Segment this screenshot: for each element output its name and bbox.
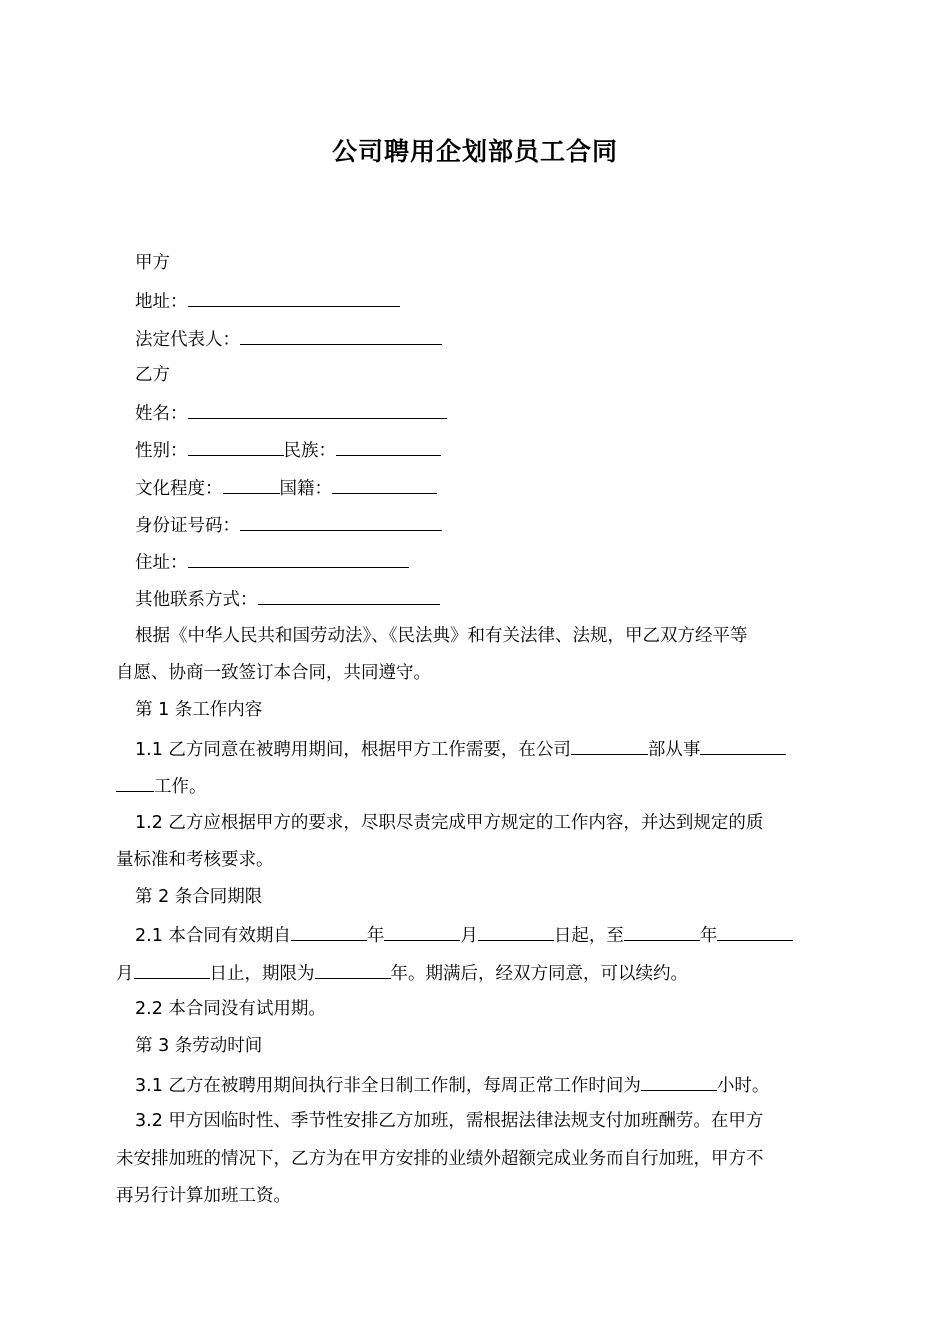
end-day-blank bbox=[134, 960, 210, 979]
nationality-label: 国籍： bbox=[279, 479, 332, 499]
clause-1-1-text-a: 1.1 乙方同意在被聘用期间，根据甲方工作需要，在公司 bbox=[135, 740, 571, 760]
department-blank bbox=[571, 736, 648, 755]
id-number-label: 身份证号码： bbox=[135, 516, 240, 536]
party-b-label: 乙方 bbox=[135, 365, 170, 385]
start-month-blank bbox=[384, 922, 460, 941]
year-label-2: 年 bbox=[699, 926, 718, 946]
day-end-label: 日止，期限为 bbox=[209, 964, 315, 984]
name-label: 姓名： bbox=[135, 404, 188, 424]
clause-2-2: 2.2 本合同没有试用期。 bbox=[135, 999, 326, 1019]
month-label-2: 月 bbox=[116, 964, 134, 984]
contact-label: 其他联系方式： bbox=[135, 590, 258, 610]
clause-2-1-tail: 年。期满后，经双方同意，可以续约。 bbox=[390, 964, 688, 984]
clause-1-1-line-2 bbox=[116, 773, 207, 799]
clause-3-1 bbox=[135, 1072, 769, 1098]
start-day-blank bbox=[478, 922, 554, 941]
preamble-line-2: 自愿、协商一致签订本合同，共同遵守。 bbox=[116, 663, 431, 683]
contact-blank bbox=[258, 586, 440, 605]
term-years-blank bbox=[315, 960, 391, 979]
clause-1-1-line-1 bbox=[135, 736, 786, 762]
start-year-blank bbox=[291, 922, 367, 941]
article-3-heading: 第 3 条劳动时间 bbox=[135, 1036, 263, 1056]
party-a-address-row bbox=[135, 288, 400, 314]
name-row bbox=[135, 400, 447, 426]
clause-1-1-text-b: 部从事 bbox=[647, 740, 701, 760]
education-blank bbox=[223, 475, 280, 494]
clause-1-1-text-c: 工作。 bbox=[154, 777, 207, 797]
document-title: 公司聘用企划部员工合同 bbox=[331, 137, 618, 166]
job-blank bbox=[700, 736, 786, 755]
ethnicity-blank bbox=[336, 437, 441, 456]
day-start-label: 日起，至 bbox=[553, 926, 624, 946]
clause-2-1-line-2 bbox=[116, 960, 688, 986]
gender-label: 性别： bbox=[135, 441, 188, 461]
clause-1-2-line-1: 1.2 乙方应根据甲方的要求，尽职尽责完成甲方规定的工作内容，并达到规定的质 bbox=[135, 813, 764, 833]
clause-3-2-line-1: 3.2 甲方因临时性、季节性安排乙方加班，需根据法律法规支付加班酬劳。在甲方 bbox=[135, 1111, 764, 1131]
ethnicity-label: 民族： bbox=[283, 441, 336, 461]
clause-2-1-text-a: 2.1 本合同有效期自 bbox=[135, 926, 291, 946]
month-label: 月 bbox=[460, 926, 478, 946]
residence-row bbox=[135, 549, 409, 575]
clause-3-1-text-b: 小时。 bbox=[716, 1076, 770, 1096]
address-label: 地址： bbox=[135, 292, 188, 312]
id-number-blank bbox=[240, 512, 442, 531]
clause-3-1-text-a: 3.1 乙方在被聘用期间执行非全日制工作制，每周正常工作时间为 bbox=[135, 1076, 641, 1096]
article-2-heading: 第 2 条合同期限 bbox=[135, 887, 263, 907]
year-label: 年 bbox=[366, 926, 385, 946]
education-label: 文化程度： bbox=[135, 479, 223, 499]
education-nationality-row bbox=[135, 475, 437, 501]
gender-ethnicity-row bbox=[135, 437, 441, 463]
name-blank bbox=[188, 400, 447, 419]
party-a-label: 甲方 bbox=[135, 253, 170, 273]
address-blank bbox=[188, 288, 400, 307]
residence-blank bbox=[188, 549, 409, 568]
end-month-blank bbox=[717, 922, 793, 941]
legal-rep-label: 法定代表人： bbox=[135, 330, 240, 350]
job-blank-cont bbox=[116, 773, 154, 792]
clause-3-2-line-2: 未安排加班的情况下，乙方为在甲方安排的业绩外超额完成业务而自行加班，甲方不 bbox=[116, 1149, 764, 1169]
clause-2-1-line-1 bbox=[135, 922, 793, 948]
id-number-row bbox=[135, 512, 442, 538]
clause-1-2-line-2: 量标准和考核要求。 bbox=[116, 850, 274, 870]
contact-row bbox=[135, 586, 440, 612]
nationality-blank bbox=[332, 475, 437, 494]
end-year-blank bbox=[624, 922, 700, 941]
legal-rep-blank bbox=[240, 326, 442, 345]
article-1-heading: 第 1 条工作内容 bbox=[135, 700, 263, 720]
residence-label: 住址： bbox=[135, 553, 188, 573]
preamble-line-1: 根据《中华人民共和国劳动法》、《民法典》和有关法律、法规，甲乙双方经平等 bbox=[135, 626, 748, 646]
gender-blank bbox=[188, 437, 284, 456]
weekly-hours-blank bbox=[641, 1072, 717, 1091]
legal-rep-row bbox=[135, 326, 442, 352]
clause-3-2-line-3: 再另行计算加班工资。 bbox=[116, 1186, 291, 1206]
